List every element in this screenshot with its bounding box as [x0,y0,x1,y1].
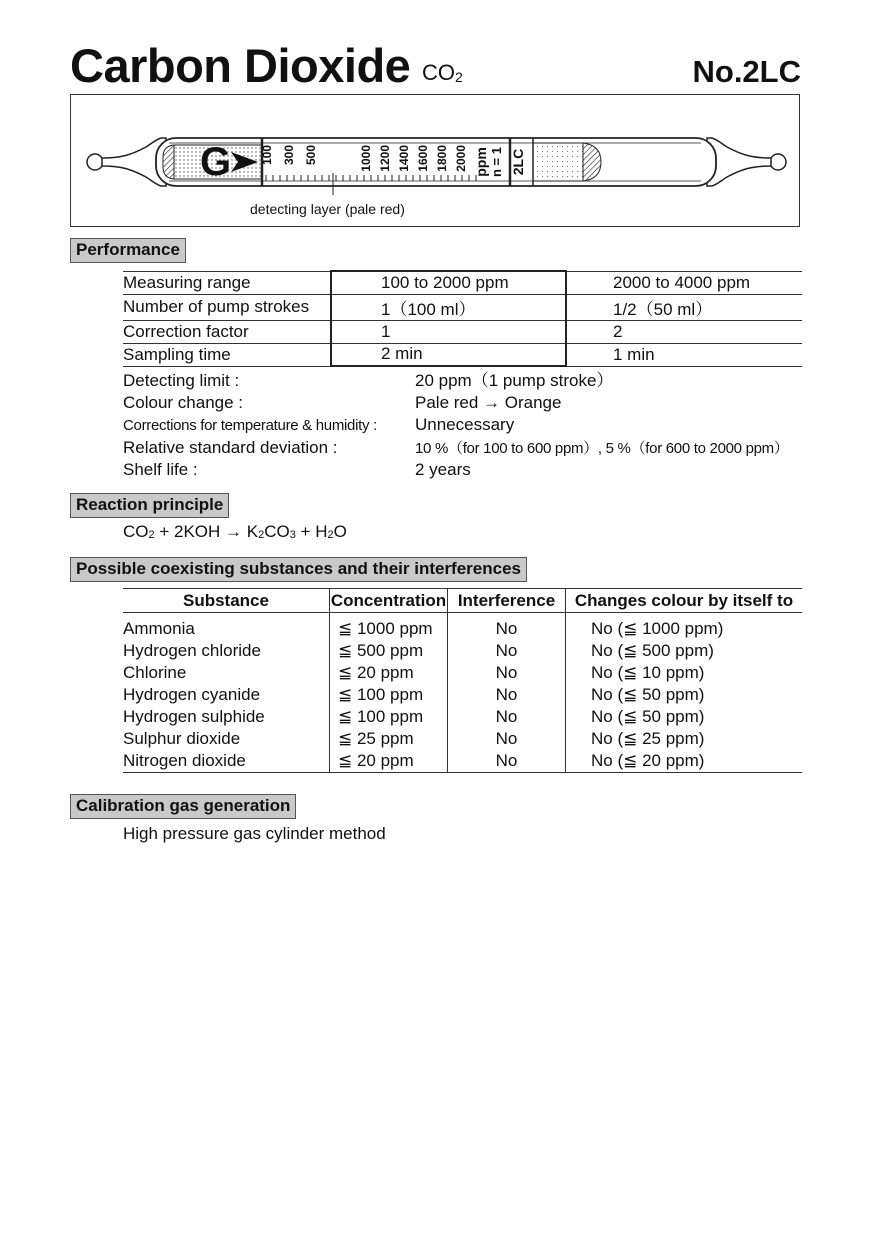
right-tube-tip [770,154,786,170]
scale-mark-label: 2000 [454,145,468,172]
left-tube-tip [87,154,103,170]
formula-main: CO [422,60,455,85]
cell-interference: No [448,662,566,684]
row-label: Correction factor [123,320,331,343]
scale-mark-label: 1200 [378,145,392,172]
cell-interference: No [448,684,566,706]
spec-value: 2 years [415,460,471,479]
cell-substance: Hydrogen sulphide [123,707,265,726]
cell-self-change: No (≦ 25 ppm) [566,728,803,750]
value-range-2: 2 [566,320,802,343]
table-row [123,343,802,366]
spec-label: Shelf life : [123,460,198,479]
row-label: Number of pump strokes [123,294,331,320]
scale-mark-label: 1800 [435,145,449,172]
eq-part: CO [264,522,290,541]
cell-interference: No [448,640,566,662]
cell-substance: Sulphur dioxide [123,729,241,748]
cell-self-change: No (≦ 50 ppm) [566,706,803,728]
interferences-heading: Possible coexisting substances and their interferences [70,557,527,582]
eq-sub: 3 [289,529,296,541]
value-range-2: 1 min [566,343,802,366]
reaction-equation [123,522,347,542]
cell-self-change: No (≦ 10 ppm) [566,662,803,684]
scale-mark-label: 300 [282,145,296,166]
spec-label: Colour change : [123,393,244,412]
cell-substance: Nitrogen dioxide [123,751,246,770]
pump-count: n = 1 [489,147,504,177]
table-row [123,728,802,750]
cell-interference: No [448,728,566,750]
row-label: Measuring range [123,271,331,294]
cell-substance: Hydrogen chloride [123,641,261,660]
spec-value: Pale red → Orange [415,393,562,412]
cell-concentration: ≦ 100 ppm [330,706,448,728]
cell-self-change: No (≦ 20 ppm) [566,750,803,773]
table-row [123,750,802,773]
logo-letter: G [200,140,232,184]
table-row [123,662,802,684]
spec-value: 20 ppm（1 pump stroke） [415,371,614,390]
column-header: Substance [123,589,330,613]
cell-substance: Hydrogen cyanide [123,685,261,704]
calibration-heading: Calibration gas generation [70,794,296,819]
column-header: Changes colour by itself to [566,589,803,613]
detector-tube-drawing [71,95,801,228]
eq-part: + H [295,522,328,541]
table-row [123,618,802,640]
cell-substance: Ammonia [123,619,195,638]
value-range-1: 1（100 ml） [331,294,566,320]
scale-mark-label: 1000 [359,145,373,172]
tube-code: 2LC [510,148,526,176]
eq-part: + 2KOH → K [154,522,259,541]
scale-mark-label: 100 [260,145,274,166]
spec-label: Detecting limit : [123,371,240,390]
cell-concentration: ≦ 100 ppm [330,684,448,706]
cell-concentration: ≦ 20 ppm [330,662,448,684]
product-number: No.2LC [692,54,801,89]
cell-self-change: No (≦ 500 ppm) [566,640,803,662]
table-row [123,684,802,706]
interferences-table [123,588,802,773]
row-label: Sampling time [123,343,331,366]
value-range-1: 2 min [331,343,566,366]
scale-mark-label: 1600 [416,145,430,172]
table-row [123,271,802,294]
cell-concentration: ≦ 25 ppm [330,728,448,750]
spec-value: Unnecessary [415,415,515,434]
eq-part: O [333,522,347,541]
value-range-2: 2000 to 4000 ppm [566,271,802,294]
cell-concentration: ≦ 20 ppm [330,750,448,773]
table-row [123,320,802,343]
table-row [123,294,802,320]
eq-sub: 2 [148,529,155,541]
spec-label: Relative standard deviation : [123,438,338,457]
spec-value: 10 %（for 100 to 600 ppm）, 5 %（for 600 to 2000 ppm） [415,440,789,457]
page-title: Carbon Dioxide [70,39,411,92]
performance-table [123,270,802,367]
performance-heading: Performance [70,238,186,263]
calibration-method: High pressure gas cylinder method [123,824,386,843]
cell-concentration: ≦ 500 ppm [330,640,448,662]
spec-label: Corrections for temperature & humidity : [123,417,377,434]
column-header: Interference [448,589,566,613]
reaction-heading: Reaction principle [70,493,229,518]
cell-interference: No [448,706,566,728]
eq-sub: 2 [258,529,265,541]
value-range-1: 100 to 2000 ppm [331,271,566,294]
table-header-row [123,589,802,613]
value-range-1: 1 [331,320,566,343]
scale-mark-label: 1400 [397,145,411,172]
cell-interference: No [448,750,566,773]
value-range-2: 1/2（50 ml） [566,294,802,320]
detecting-layer-caption: detecting layer (pale red) [250,201,405,217]
cell-concentration: ≦ 1000 ppm [330,618,448,640]
cell-self-change: No (≦ 50 ppm) [566,684,803,706]
table-row [123,706,802,728]
scale-mark-label: 500 [304,145,318,166]
column-header: Concentration [330,589,448,613]
cell-self-change: No (≦ 1000 ppm) [566,618,803,640]
eq-sub: 2 [327,529,334,541]
tube-illustration [70,94,800,227]
cell-interference: No [448,618,566,640]
cell-substance: Chlorine [123,663,187,682]
chemical-formula [422,60,463,86]
formula-subscript: 2 [455,69,463,85]
table-row [123,640,802,662]
scale-unit: ppm [473,147,489,177]
eq-part: CO [123,522,149,541]
